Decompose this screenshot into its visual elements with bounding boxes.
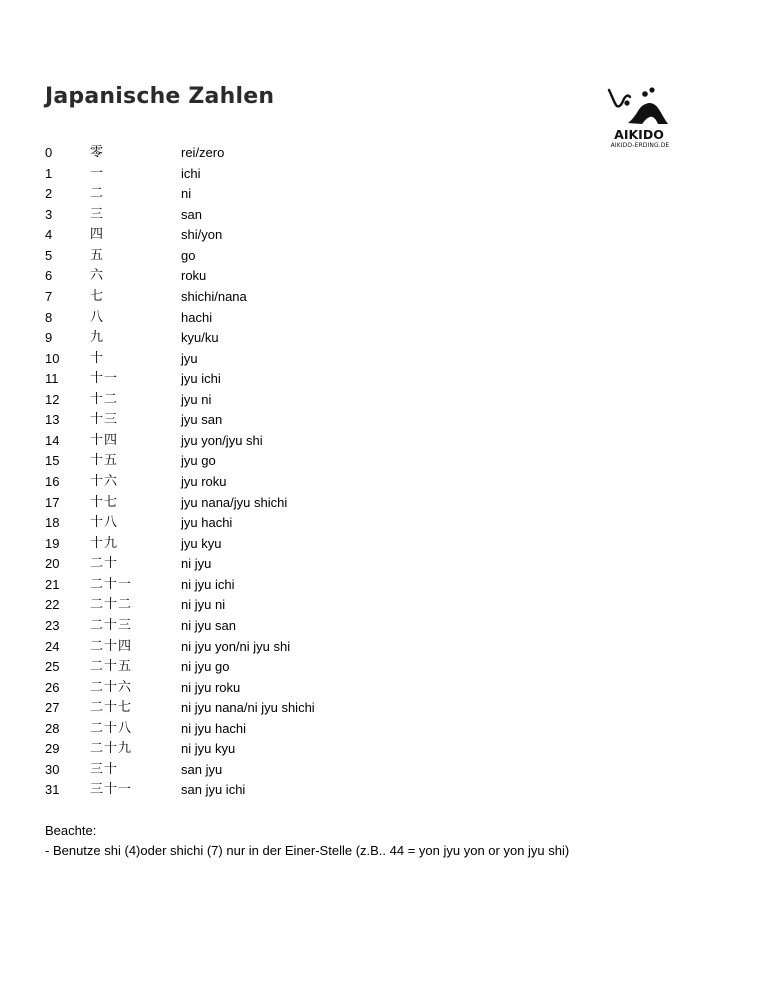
reading-cell: ni jyu hachi xyxy=(181,720,247,736)
number-cell: 15 xyxy=(45,453,60,469)
reading-cell: ni jyu ni xyxy=(181,597,226,613)
kanji-cell: 六 xyxy=(90,268,105,284)
reading-cell: hachi xyxy=(181,309,213,325)
reading-cell: shi/yon xyxy=(181,227,223,243)
reading-cell: ichi xyxy=(181,165,201,181)
table-row xyxy=(45,349,315,370)
reading-cell: jyu ni xyxy=(181,391,212,407)
table-row xyxy=(45,451,315,472)
note-text: - Benutze shi (4)oder shichi (7) nur in der Einer-Stelle (z.B.. 44 = yon jyu yon or yon jyu shi) xyxy=(45,843,570,858)
table-row xyxy=(45,184,315,205)
table-row xyxy=(45,780,315,801)
reading-cell: ni jyu xyxy=(181,556,212,572)
note-heading: Beachte: xyxy=(45,823,97,838)
number-cell: 6 xyxy=(45,268,53,284)
logo-url: AIKIDO-ERDING.DE xyxy=(610,142,670,149)
kanji-cell: 九 xyxy=(90,330,105,346)
reading-cell: jyu nana/jyu shichi xyxy=(181,494,288,510)
number-cell: 5 xyxy=(45,247,53,263)
kanji-cell: 二十一 xyxy=(90,576,133,592)
kanji-cell: 十八 xyxy=(90,515,119,531)
reading-cell: jyu yon/jyu shi xyxy=(181,432,263,448)
kanji-cell: 四 xyxy=(90,227,105,243)
kanji-cell: 零 xyxy=(90,145,105,160)
kanji-cell: 十六 xyxy=(90,474,119,489)
reading-cell: jyu kyu xyxy=(181,535,222,551)
reading-cell: jyu go xyxy=(181,453,216,469)
numbers-table xyxy=(45,143,315,801)
number-cell: 21 xyxy=(45,576,60,592)
table-row xyxy=(45,513,315,534)
table-row xyxy=(45,719,315,740)
reading-cell: ni xyxy=(181,186,192,202)
number-cell: 16 xyxy=(45,474,60,489)
reading-cell: jyu xyxy=(181,350,198,366)
reading-cell: ni jyu san xyxy=(181,617,236,633)
number-cell: 9 xyxy=(45,330,53,346)
kanji-cell: 二十三 xyxy=(90,617,133,633)
reading-cell: ni jyu ichi xyxy=(181,576,235,592)
number-cell: 11 xyxy=(45,371,59,387)
number-cell: 20 xyxy=(45,556,60,572)
table-row xyxy=(45,164,315,185)
table-row xyxy=(45,287,315,308)
kanji-cell: 二 xyxy=(90,186,105,202)
kanji-cell: 一 xyxy=(90,165,105,181)
number-cell: 19 xyxy=(45,535,60,551)
reading-cell: ni jyu roku xyxy=(181,679,241,695)
table-row xyxy=(45,760,315,781)
kanji-cell: 二十九 xyxy=(90,741,133,757)
number-cell: 0 xyxy=(45,145,53,160)
reading-cell: ni jyu nana/ni jyu shichi xyxy=(181,700,315,716)
number-cell: 28 xyxy=(45,720,60,736)
table-row xyxy=(45,246,315,267)
reading-cell: san xyxy=(181,206,202,222)
kanji-cell: 三十一 xyxy=(90,782,133,798)
table-row xyxy=(45,554,315,575)
logo-name: AIKIDO xyxy=(614,127,664,142)
table-row xyxy=(45,205,315,226)
number-cell: 23 xyxy=(45,617,60,633)
kanji-cell: 三十 xyxy=(90,761,119,777)
reading-cell: shichi/nana xyxy=(181,288,247,304)
page-title: Japanische Zahlen xyxy=(45,84,275,109)
table-row xyxy=(45,143,315,164)
table-row xyxy=(45,225,315,246)
table-row xyxy=(45,698,315,719)
reading-cell: ni jyu go xyxy=(181,659,230,675)
table-row xyxy=(45,637,315,658)
number-cell: 7 xyxy=(45,288,53,304)
number-cell: 29 xyxy=(45,741,60,757)
number-cell: 12 xyxy=(45,391,60,407)
number-cell: 14 xyxy=(45,432,60,448)
kanji-cell: 三 xyxy=(90,206,105,222)
reading-cell: kyu/ku xyxy=(181,330,219,346)
number-cell: 22 xyxy=(45,597,60,613)
table-row xyxy=(45,493,315,514)
table-row xyxy=(45,739,315,760)
number-cell: 24 xyxy=(45,638,60,654)
number-cell: 27 xyxy=(45,700,60,716)
note xyxy=(45,821,569,861)
reading-cell: roku xyxy=(181,268,207,284)
number-cell: 25 xyxy=(45,659,60,675)
number-cell: 18 xyxy=(45,515,60,531)
table-row xyxy=(45,678,315,699)
table-row xyxy=(45,472,315,493)
number-cell: 13 xyxy=(45,412,60,428)
kanji-cell: 十五 xyxy=(90,453,119,469)
number-cell: 2 xyxy=(45,186,53,202)
table-row xyxy=(45,308,315,329)
table-row xyxy=(45,410,315,431)
reading-cell: ni jyu kyu xyxy=(181,741,236,757)
number-cell: 10 xyxy=(45,350,60,366)
kanji-cell: 十二 xyxy=(90,391,119,407)
reading-cell: rei/zero xyxy=(181,145,225,160)
kanji-cell: 十一 xyxy=(90,371,119,387)
reading-cell: go xyxy=(181,247,196,263)
table-row xyxy=(45,616,315,637)
number-cell: 30 xyxy=(45,761,60,777)
number-cell: 26 xyxy=(45,679,60,695)
number-cell: 3 xyxy=(45,206,53,222)
kanji-cell: 十七 xyxy=(90,494,119,510)
table-row xyxy=(45,431,315,452)
number-cell: 31 xyxy=(45,782,60,798)
kanji-cell: 二十七 xyxy=(90,700,133,716)
aikido-logo xyxy=(604,86,676,152)
table-row xyxy=(45,657,315,678)
kanji-cell: 十三 xyxy=(90,412,119,428)
kanji-cell: 八 xyxy=(90,309,105,325)
kanji-cell: 二十 xyxy=(90,556,119,572)
kanji-cell: 十 xyxy=(90,350,105,366)
reading-cell: jyu hachi xyxy=(181,515,233,531)
table-row xyxy=(45,575,315,596)
table-row xyxy=(45,595,315,616)
kanji-cell: 七 xyxy=(90,288,105,304)
reading-cell: san jyu ichi xyxy=(181,782,246,798)
kanji-cell: 十九 xyxy=(90,535,119,551)
kanji-cell: 二十八 xyxy=(90,720,133,736)
number-cell: 1 xyxy=(45,165,53,181)
kanji-cell: 二十二 xyxy=(90,597,133,613)
reading-cell: jyu roku xyxy=(181,474,227,489)
table-row xyxy=(45,266,315,287)
kanji-cell: 十四 xyxy=(90,432,119,448)
number-cell: 4 xyxy=(45,227,53,243)
aikido-figure-icon xyxy=(604,86,676,128)
number-cell: 17 xyxy=(45,494,60,510)
reading-cell: jyu ichi xyxy=(181,371,221,387)
reading-cell: san jyu xyxy=(181,761,223,777)
table-row xyxy=(45,328,315,349)
number-cell: 8 xyxy=(45,309,53,325)
kanji-cell: 二十五 xyxy=(90,659,133,675)
table-row xyxy=(45,534,315,555)
kanji-cell: 二十六 xyxy=(90,679,133,695)
table-row xyxy=(45,390,315,411)
kanji-cell: 五 xyxy=(90,247,105,263)
kanji-cell: 二十四 xyxy=(90,638,133,654)
reading-cell: jyu san xyxy=(181,412,223,428)
table-row xyxy=(45,369,315,390)
reading-cell: ni jyu yon/ni jyu shi xyxy=(181,638,291,654)
